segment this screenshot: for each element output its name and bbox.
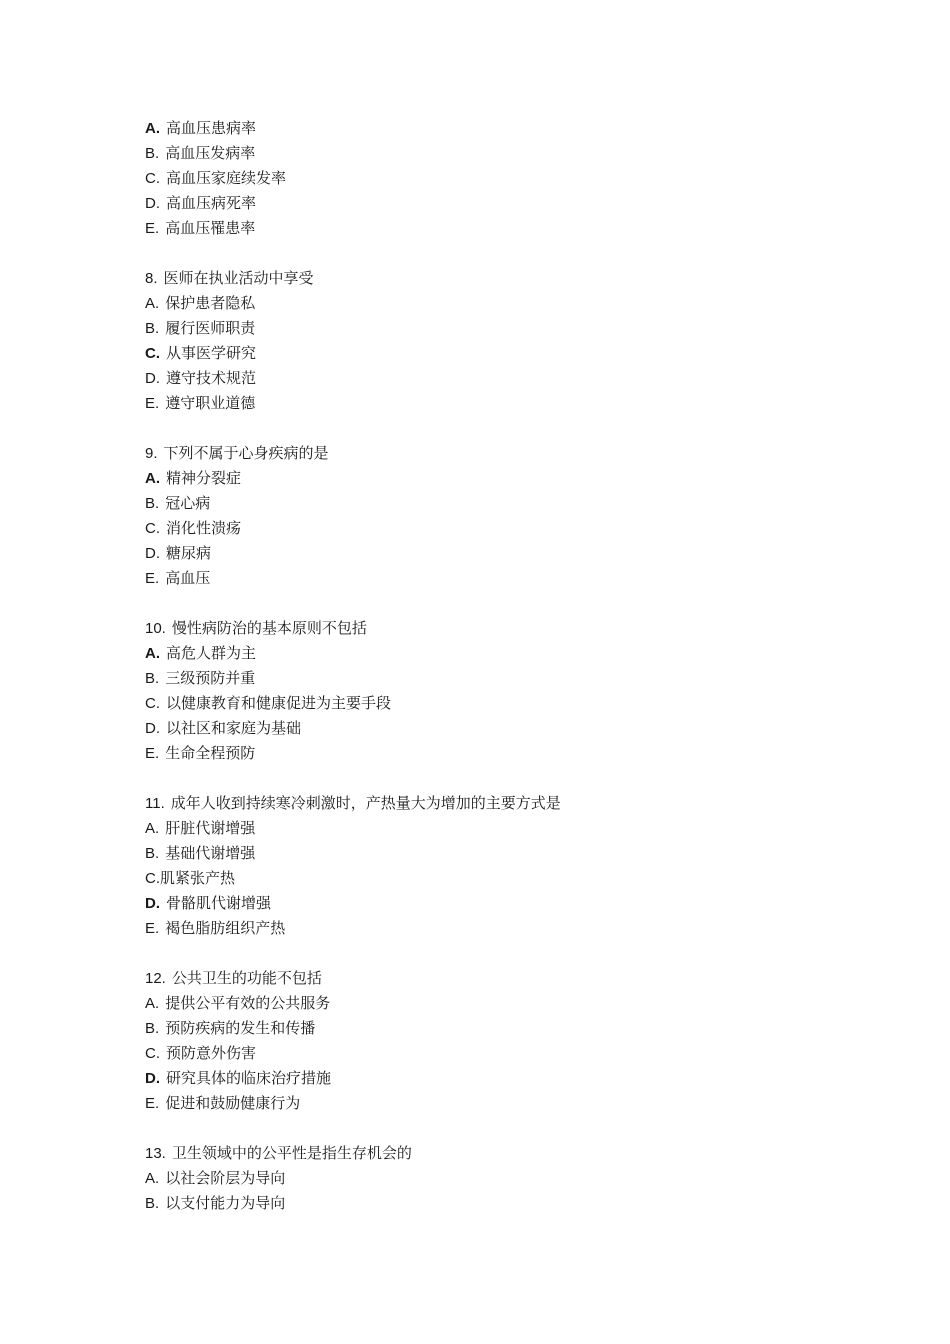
- option-key: A.: [145, 645, 160, 662]
- option-key: E.: [145, 1095, 160, 1112]
- option-text: 以支付能力为导向: [165, 1194, 286, 1212]
- option-key: B.: [145, 320, 160, 337]
- option-key: D.: [145, 195, 160, 212]
- option-text: 糖尿病: [166, 544, 212, 562]
- option-key: C.: [145, 695, 160, 712]
- option-line: [145, 216, 905, 241]
- question-block: [145, 966, 905, 1116]
- option-line: [145, 516, 905, 541]
- question-text: 成年人收到持续寒冷刺激时，产热量大为增加的主要方式是: [170, 794, 561, 812]
- option-text: 高血压发病率: [165, 144, 256, 162]
- option-line: [145, 341, 905, 366]
- question-text: 公共卫生的功能不包括: [171, 969, 322, 987]
- question-block: [145, 266, 905, 416]
- option-key: D.: [145, 545, 160, 562]
- option-text: 研究具体的临床治疗措施: [166, 1069, 332, 1087]
- option-line: [145, 391, 905, 416]
- option-text: 高危人群为主: [166, 644, 257, 662]
- question-line: [145, 441, 905, 466]
- option-line: [145, 841, 905, 866]
- option-line: [145, 566, 905, 591]
- question-line: [145, 791, 905, 816]
- option-text: 从事医学研究: [166, 344, 257, 362]
- option-text: 冠心病: [165, 494, 211, 512]
- option-text: 肌紧张产热: [160, 869, 236, 887]
- question-block: [145, 1141, 905, 1216]
- option-line: [145, 716, 905, 741]
- option-line: [145, 1091, 905, 1116]
- option-text: 高血压患病率: [166, 119, 257, 137]
- option-text: 保护患者隐私: [165, 294, 256, 312]
- option-line: [145, 691, 905, 716]
- option-line: [145, 1191, 905, 1216]
- question-line: [145, 266, 905, 291]
- option-line: [145, 916, 905, 941]
- option-text: 高血压罹患率: [165, 219, 256, 237]
- question-number: 13.: [145, 1145, 166, 1162]
- option-key: C.: [145, 345, 160, 362]
- option-key: B.: [145, 1195, 160, 1212]
- option-line: [145, 866, 905, 891]
- option-text: 预防疾病的发生和传播: [165, 1019, 316, 1037]
- option-line: [145, 641, 905, 666]
- option-line: [145, 166, 905, 191]
- option-text: 履行医师职责: [165, 319, 256, 337]
- option-key: A.: [145, 470, 160, 487]
- option-key: A.: [145, 1170, 160, 1187]
- question-line: [145, 1141, 905, 1166]
- option-key: B.: [145, 495, 160, 512]
- option-key: A.: [145, 295, 160, 312]
- question-block: [145, 116, 905, 241]
- option-line: [145, 491, 905, 516]
- option-text: 肝脏代谢增强: [165, 819, 256, 837]
- option-key: B.: [145, 845, 160, 862]
- option-key: A.: [145, 820, 160, 837]
- option-key: C.: [145, 170, 160, 187]
- option-key: E.: [145, 220, 160, 237]
- question-number: 11.: [145, 795, 165, 812]
- option-line: [145, 141, 905, 166]
- option-line: [145, 191, 905, 216]
- option-line: [145, 816, 905, 841]
- option-text: 提供公平有效的公共服务: [165, 994, 331, 1012]
- option-text: 促进和鼓励健康行为: [165, 1094, 301, 1112]
- option-line: [145, 466, 905, 491]
- option-text: 高血压: [165, 569, 211, 587]
- option-line: [145, 891, 905, 916]
- option-text: 以社区和家庭为基础: [166, 719, 302, 737]
- question-number: 9.: [145, 445, 158, 462]
- question-number: 10.: [145, 620, 166, 637]
- option-line: [145, 316, 905, 341]
- option-line: [145, 1016, 905, 1041]
- option-line: [145, 116, 905, 141]
- option-key: D.: [145, 895, 160, 912]
- option-key: E.: [145, 745, 160, 762]
- option-line: [145, 991, 905, 1016]
- question-line: [145, 616, 905, 641]
- option-text: 精神分裂症: [166, 469, 242, 487]
- option-text: 遵守技术规范: [166, 369, 257, 387]
- option-line: [145, 1041, 905, 1066]
- option-key: E.: [145, 570, 160, 587]
- option-text: 以健康教育和健康促进为主要手段: [166, 694, 392, 712]
- option-text: 三级预防并重: [165, 669, 256, 687]
- question-block: [145, 791, 905, 941]
- option-key: B.: [145, 145, 160, 162]
- question-number: 12.: [145, 970, 166, 987]
- option-line: [145, 291, 905, 316]
- question-line: [145, 966, 905, 991]
- option-key: D.: [145, 1070, 160, 1087]
- option-text: 基础代谢增强: [165, 844, 256, 862]
- option-line: [145, 1166, 905, 1191]
- option-line: [145, 1066, 905, 1091]
- option-key: A.: [145, 120, 160, 137]
- option-text: 生命全程预防: [165, 744, 256, 762]
- question-text: 慢性病防治的基本原则不包括: [171, 619, 367, 637]
- option-text: 预防意外伤害: [166, 1044, 257, 1062]
- question-text: 下列不属于心身疾病的是: [163, 444, 329, 462]
- option-text: 以社会阶层为导向: [165, 1169, 286, 1187]
- option-key: B.: [145, 670, 160, 687]
- option-key: C.: [145, 870, 160, 887]
- option-text: 高血压病死率: [166, 194, 257, 212]
- option-key: D.: [145, 370, 160, 387]
- question-block: [145, 616, 905, 766]
- option-key: A.: [145, 995, 160, 1012]
- option-key: D.: [145, 720, 160, 737]
- option-line: [145, 541, 905, 566]
- option-text: 骨骼肌代谢增强: [166, 894, 272, 912]
- option-line: [145, 666, 905, 691]
- option-line: [145, 366, 905, 391]
- option-text: 高血压家庭续发率: [166, 169, 287, 187]
- option-key: E.: [145, 920, 160, 937]
- option-key: B.: [145, 1020, 160, 1037]
- option-text: 褐色脂肪组织产热: [165, 919, 286, 937]
- option-key: E.: [145, 395, 160, 412]
- option-text: 消化性溃疡: [166, 519, 242, 537]
- option-text: 遵守职业道德: [165, 394, 256, 412]
- option-key: C.: [145, 520, 160, 537]
- option-line: [145, 741, 905, 766]
- document-page: [145, 116, 905, 1241]
- option-key: C.: [145, 1045, 160, 1062]
- question-block: [145, 441, 905, 591]
- question-text: 卫生领域中的公平性是指生存机会的: [171, 1144, 412, 1162]
- question-text: 医师在执业活动中享受: [163, 269, 314, 287]
- question-number: 8.: [145, 270, 158, 287]
